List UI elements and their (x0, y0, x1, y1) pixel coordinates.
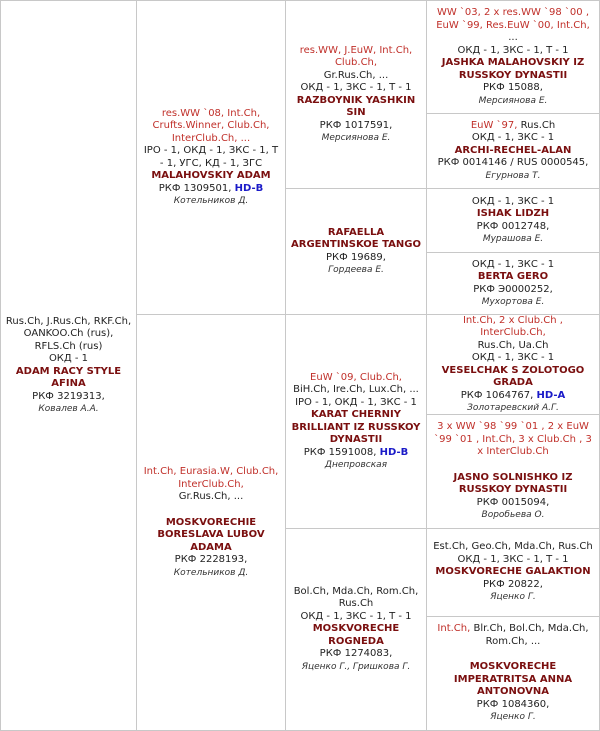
dog-name[interactable]: MOSKVORECHE GALAKTION (435, 566, 591, 578)
pedigree-cell-ssd (426, 113, 600, 189)
titles: BiH.Ch, Ire.Ch, Lux.Ch, ... (293, 384, 419, 395)
owner: Мерсиянова Е. (321, 133, 391, 143)
owner: Котельников Д. (173, 567, 249, 578)
pedigree-cell-dds (426, 528, 600, 617)
dog-name[interactable]: MOSKVORECHE ROGNEDA (312, 623, 400, 647)
pedigree-cell-dd (285, 528, 427, 731)
owner: Яценко Г. (490, 712, 536, 723)
titles: Rus.Ch (520, 119, 556, 131)
owner: Егурнова Т. (485, 170, 541, 181)
registration: РКФ 1591008, (303, 446, 377, 458)
owner: Ковалев А.А. (38, 404, 99, 414)
titles: IPO - 1, ОКД - 1, ЗКС - 1, Т - 1, УГС, КД - 1, ЗГС (143, 145, 279, 169)
titles: Bol.Ch, Mda.Ch, Rom.Ch, Rus.Ch (293, 585, 419, 610)
show-titles: 3 x WW `98 `99 `01 , 2 x EuW `99 `01 , Int.Ch, 3 x Club.Ch , 3 x InterClub.Ch (434, 421, 592, 458)
owner: Мурашова Е. (482, 234, 544, 244)
registration: РКФ 1084360, (476, 698, 550, 710)
owner: Мухортова Е. (481, 297, 545, 307)
pedigree-cell-ss (285, 0, 427, 189)
dog-name[interactable]: ARCHI-RECHEL-ALAN (454, 144, 572, 156)
registration: РКФ 19689, (326, 251, 386, 263)
dog-name[interactable]: MALAHOVSKIY ADAM (151, 170, 271, 181)
owner: Золотаревский А.Г. (467, 403, 559, 413)
owner: Мерсиянова Е. (478, 95, 548, 106)
registration-line (461, 390, 566, 403)
dog-name[interactable]: ADAM RACY STYLE AFINA (15, 365, 122, 389)
registration-line (159, 183, 263, 196)
show-titles: res.WW `08, Int.Ch, Crufts.Winner, Club.Ch, InterClub.Ch, ... (152, 107, 270, 144)
registration: РКФ 2228193, (174, 554, 248, 565)
titles: Gr.Rus.Ch, ... (323, 69, 389, 81)
show-titles: Int.Ch, Eurasia.W, Club.Ch, InterClub.Ch, (143, 466, 279, 490)
owner: Воробьева О. (481, 510, 545, 521)
titles: Rus.Ch, J.Rus.Ch, RKF.Ch, OANKOO.Ch (rus), RFLS.Ch (rus) (5, 315, 132, 352)
dog-name[interactable]: JASHKA MALAHOVSKIY IZ RUSSKOY DYNASTII (441, 57, 585, 81)
marks: ОКД - 1, ЗКС - 1, Т - 1 (300, 82, 412, 93)
dog-name[interactable]: VESELCHAK S ZOLOTOGO GRADA (441, 364, 585, 388)
title-line (431, 623, 595, 648)
titles: ... (508, 32, 518, 43)
owner: Гордеева Е. (328, 265, 384, 275)
registration: РКФ 0012748, (476, 220, 550, 232)
dog-name[interactable]: JASNO SOLNISHKO IZ RUSSKOY DYNASTII (453, 471, 573, 496)
titles: Blr.Ch, Bol.Ch, Mda.Ch, Rom.Ch, ... (473, 623, 589, 647)
pedigree-cell-sire (136, 0, 286, 315)
show-titles: WW `03, 2 x res.WW `98 `00 , EuW `99, Res.EuW `00, Int.Ch, (436, 7, 590, 31)
dog-name[interactable]: KARAT CHERNIY BRILLIANT IZ RUSSKOY DYNASTII (291, 409, 421, 445)
pedigree-cell-ddd (426, 616, 600, 731)
dog-name[interactable]: BERTA GERO (477, 271, 549, 282)
pedigree-cell-sdd (426, 252, 600, 315)
marks: ОКД - 1, ЗКС - 1 (471, 258, 555, 270)
hd-badge: HD-A (536, 389, 566, 401)
show-titles: EuW `09, Club.Ch, (310, 371, 402, 383)
registration: РКФ Э0000252, (473, 283, 553, 295)
marks: ОКД - 1, ЗКС - 1 (471, 132, 555, 144)
titles: Gr.Rus.Ch, ... (178, 491, 244, 502)
registration: РКФ 0014146 / RUS 0000545, (437, 157, 589, 169)
marks: ОКД - 1, ЗКС - 1 (471, 195, 555, 207)
hd-badge: HD-B (379, 446, 409, 458)
hd-badge: HD-B (234, 182, 264, 194)
dog-name[interactable]: RAFAELLA ARGENTINSKOE TANGO (291, 226, 421, 250)
show-titles: Int.Ch, 2 x Club.Ch , InterClub.Ch, (462, 314, 563, 338)
title-line (471, 120, 555, 133)
registration: РКФ 1017591, (319, 119, 393, 131)
dog-name[interactable]: MOSKVORECHE IMPERATRITSA ANNA ANTONOVNA (453, 661, 573, 698)
pedigree-cell-sds (426, 188, 600, 253)
show-titles: EuW `97, (470, 119, 518, 131)
registration: РКФ 20822, (483, 578, 543, 590)
pedigree-cell-sss (426, 0, 600, 114)
show-titles: res.WW, J.EuW, Int.Ch, Club.Ch, (299, 44, 413, 68)
pedigree-cell-dss (426, 314, 600, 415)
pedigree-cell-dam (136, 314, 286, 731)
registration: РКФ 1274083, (319, 648, 393, 660)
marks: IPO - 1, ОКД - 1, ЗКС - 1 (295, 396, 417, 408)
registration: РКФ 15088, (483, 82, 543, 93)
show-titles: Int.Ch, (437, 623, 471, 635)
pedigree-cell-sd (285, 188, 427, 315)
registration-line (304, 447, 408, 460)
registration: РКФ 1064767, (460, 389, 534, 401)
marks: ОКД - 1, ЗКС - 1, Т - 1 (457, 553, 569, 565)
pedigree-cell-root (0, 0, 137, 731)
marks: ОКД - 1, ЗКС - 1, Т - 1 (300, 610, 412, 622)
dog-name[interactable]: RAZBOYNIK YASHKIN SIN (296, 94, 416, 118)
dog-name[interactable]: MOSKVORECHIE BORESLAVA LUBOV ADAMA (157, 516, 265, 553)
dog-name[interactable]: ISHAK LIDZH (476, 208, 550, 219)
owner: Котельников Д. (173, 196, 249, 206)
registration: РКФ 1309501, (158, 182, 232, 194)
pedigree-cell-ds (285, 314, 427, 529)
owner: Яценко Г., Гришкова Г. (301, 661, 411, 672)
titles: Rus.Ch, Ua.Ch (477, 339, 549, 351)
titles: Est.Ch, Geo.Ch, Mda.Ch, Rus.Ch (433, 541, 593, 553)
registration: РКФ 0015094, (476, 496, 550, 508)
owner: Яценко Г. (490, 592, 536, 603)
pedigree-cell-dsd (426, 414, 600, 529)
marks: ОКД - 1, ЗКС - 1 (471, 352, 555, 363)
owner: Днепровская (324, 460, 388, 470)
marks: ОКД - 1 (48, 353, 89, 364)
registration: РКФ 3219313, (32, 390, 105, 402)
marks: ОКД - 1, ЗКС - 1, Т - 1 (457, 44, 569, 56)
